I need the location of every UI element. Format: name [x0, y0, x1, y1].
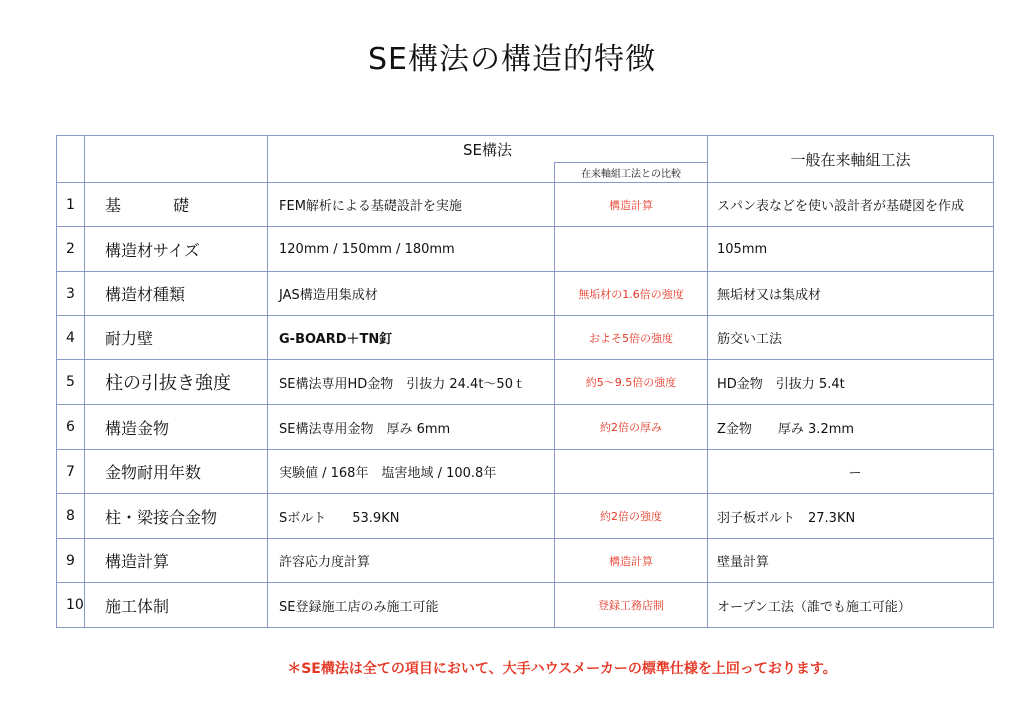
footnote: ＊SE構法は全ての項目において、大手ハウスメーカーの標準仕様を上回っております。: [287, 661, 837, 677]
row-item: 構造材サイズ: [85, 227, 268, 272]
row-number: 5: [57, 360, 85, 405]
row-se-value: 実験値 / 168年 塩害地域 / 100.8年: [268, 450, 555, 494]
table-row: [57, 272, 994, 316]
row-item: 柱の引抜き強度: [85, 360, 268, 405]
row-compare-value: 無垢材の1.6倍の強度: [555, 272, 708, 316]
row-item: 耐力壁: [85, 316, 268, 360]
row-item: 構造計算: [85, 539, 268, 583]
row-se-value: FEM解析による基礎設計を実施: [268, 183, 555, 227]
table-row: [57, 227, 994, 272]
header-general-method: 一般在来軸組工法: [708, 136, 994, 183]
row-number: 1: [57, 183, 85, 227]
header-blank-item: [85, 136, 268, 183]
row-number: 10: [57, 583, 85, 628]
row-compare-value: 約2倍の厚み: [555, 405, 708, 450]
row-compare-value: 構造計算: [555, 183, 708, 227]
row-number: 4: [57, 316, 85, 360]
page-title: SE構法の構造的特徴: [368, 42, 656, 77]
row-item: 構造金物: [85, 405, 268, 450]
row-number: 9: [57, 539, 85, 583]
header-blank-num: [57, 136, 85, 183]
row-general-value: ー: [708, 450, 994, 494]
row-general-value: オープン工法（誰でも施工可能）: [708, 583, 994, 628]
row-general-value: 壁量計算: [708, 539, 994, 583]
row-item: 基 礎: [85, 183, 268, 227]
row-se-value: JAS構造用集成材: [268, 272, 555, 316]
row-compare-value: [555, 227, 708, 272]
row-number: 6: [57, 405, 85, 450]
table-row: [57, 583, 994, 628]
row-compare-value: 構造計算: [555, 539, 708, 583]
row-compare-value: およそ5倍の強度: [555, 316, 708, 360]
table-header-row: [57, 136, 994, 163]
table-row: [57, 405, 994, 450]
table-row: [57, 539, 994, 583]
row-se-value: SE構法専用HD金物 引抜力 24.4t〜50ｔ: [268, 360, 555, 405]
table-row: [57, 494, 994, 539]
row-compare-value: 登録工務店制: [555, 583, 708, 628]
header-compare: 在来軸組工法との比較: [555, 163, 708, 183]
row-compare-value: 約2倍の強度: [555, 494, 708, 539]
row-general-value: 羽子板ボルト 27.3KN: [708, 494, 994, 539]
header-se-blank: [268, 163, 555, 183]
row-compare-value: [555, 450, 708, 494]
row-se-value: SE構法専用金物 厚み 6mm: [268, 405, 555, 450]
table-row: [57, 316, 994, 360]
header-se-method: SE構法: [268, 136, 708, 163]
row-se-value: Sボルト 53.9KN: [268, 494, 555, 539]
row-item: 金物耐用年数: [85, 450, 268, 494]
row-number: 7: [57, 450, 85, 494]
row-se-value: 120mm / 150mm / 180mm: [268, 227, 555, 272]
row-general-value: Z金物 厚み 3.2mm: [708, 405, 994, 450]
row-compare-value: 約5〜9.5倍の強度: [555, 360, 708, 405]
row-item: 柱・梁接合金物: [85, 494, 268, 539]
table-row: [57, 450, 994, 494]
row-general-value: 無垢材又は集成材: [708, 272, 994, 316]
spec-comparison-table: [56, 135, 994, 628]
row-number: 3: [57, 272, 85, 316]
row-se-value: SE登録施工店のみ施工可能: [268, 583, 555, 628]
row-number: 8: [57, 494, 85, 539]
row-item: 構造材種類: [85, 272, 268, 316]
row-number: 2: [57, 227, 85, 272]
row-general-value: HD金物 引抜力 5.4t: [708, 360, 994, 405]
row-general-value: 105mm: [708, 227, 994, 272]
row-general-value: 筋交い工法: [708, 316, 994, 360]
table-row: [57, 183, 994, 227]
row-se-value: G-BOARD＋TN釘: [268, 316, 555, 360]
row-item: 施工体制: [85, 583, 268, 628]
table-row: [57, 360, 994, 405]
row-se-value: 許容応力度計算: [268, 539, 555, 583]
row-general-value: スパン表などを使い設計者が基礎図を作成: [708, 183, 994, 227]
